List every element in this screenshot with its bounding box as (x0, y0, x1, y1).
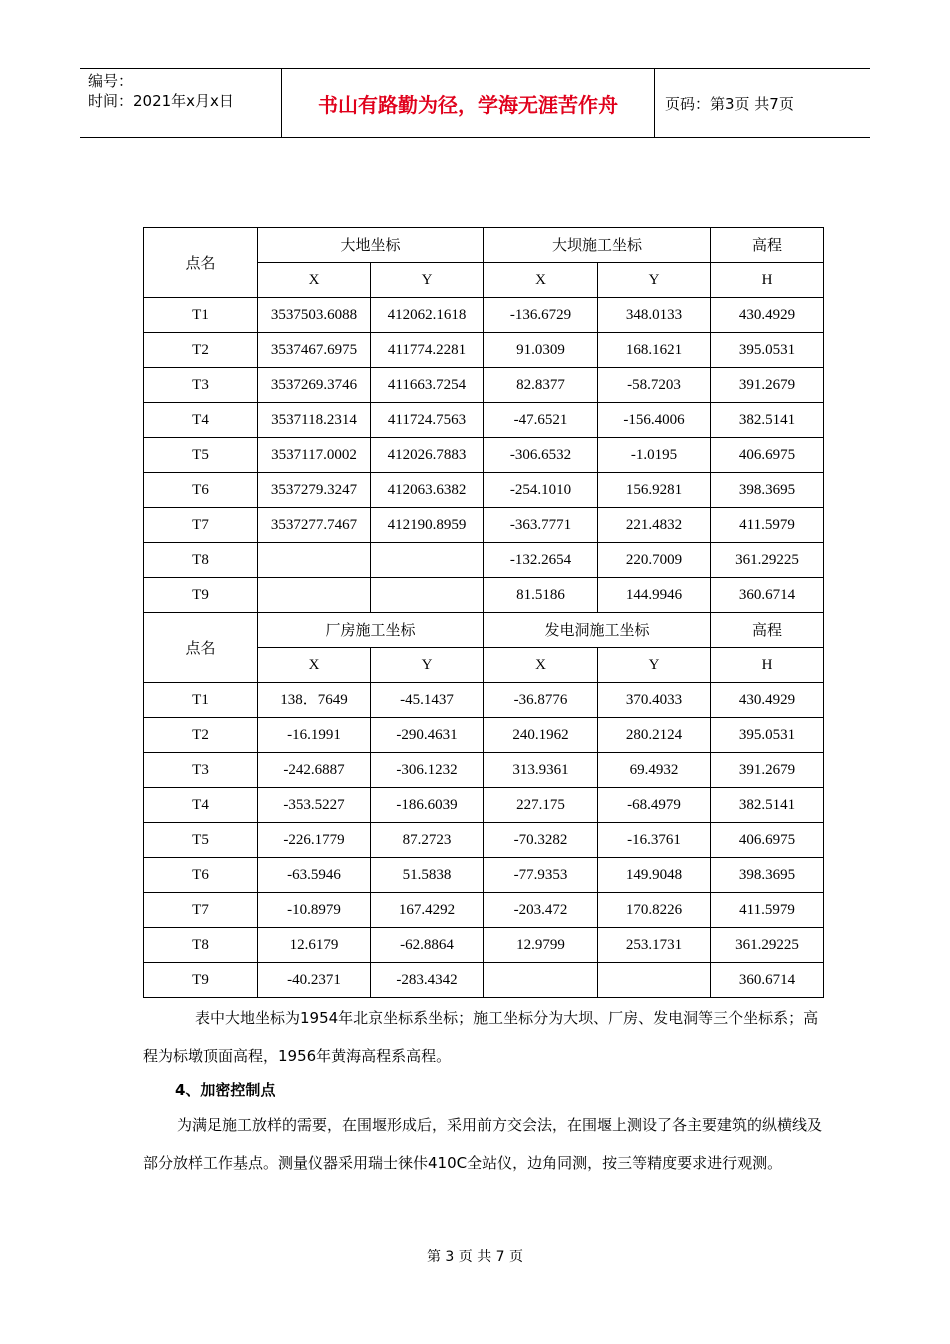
value-cell: -136.6729 (484, 298, 598, 333)
value-cell: 412026.7883 (371, 438, 484, 473)
value-cell: 395.0531 (711, 718, 824, 753)
value-cell: -203.472 (484, 893, 598, 928)
value-cell: -353.5227 (258, 788, 371, 823)
value-cell: 144.9946 (598, 578, 711, 613)
value-cell: -242.6887 (258, 753, 371, 788)
point-name-cell: T5 (144, 823, 258, 858)
value-cell: 391.2679 (711, 753, 824, 788)
point-name-cell: T6 (144, 473, 258, 508)
point-name-cell: T1 (144, 683, 258, 718)
value-cell: -254.1010 (484, 473, 598, 508)
table-row (144, 578, 824, 613)
value-cell: 167.4292 (371, 893, 484, 928)
value-cell: 360.6714 (711, 963, 824, 998)
value-cell: 406.6975 (711, 823, 824, 858)
value-cell: 360.6714 (711, 578, 824, 613)
table-row (144, 893, 824, 928)
value-cell: 168.1621 (598, 333, 711, 368)
value-cell: 12.6179 (258, 928, 371, 963)
value-cell: 382.5141 (711, 788, 824, 823)
value-cell: 3537277.7467 (258, 508, 371, 543)
value-cell: 81.5186 (484, 578, 598, 613)
value-cell: -306.1232 (371, 753, 484, 788)
value-cell: -306.6532 (484, 438, 598, 473)
value-cell: 361.29225 (711, 928, 824, 963)
value-cell: 395.0531 (711, 333, 824, 368)
value-cell: -62.8864 (371, 928, 484, 963)
point-name-cell: T8 (144, 928, 258, 963)
point-name-header: 点名 (144, 228, 258, 298)
table-header-row (144, 613, 824, 648)
value-cell: 280.2124 (598, 718, 711, 753)
page-header (80, 68, 870, 138)
table-row (144, 928, 824, 963)
elevation-header: 高程 (711, 613, 824, 648)
value-cell: -77.9353 (484, 858, 598, 893)
value-cell (484, 963, 598, 998)
value-cell: 411774.2281 (371, 333, 484, 368)
value-cell: -40.2371 (258, 963, 371, 998)
value-cell: 51.5838 (371, 858, 484, 893)
value-cell: 406.6975 (711, 438, 824, 473)
table-row (144, 823, 824, 858)
axis-header: X (258, 263, 371, 298)
value-cell: -45.1437 (371, 683, 484, 718)
value-cell: -68.4979 (598, 788, 711, 823)
value-cell: 370.4033 (598, 683, 711, 718)
value-cell: -10.8979 (258, 893, 371, 928)
value-cell: 69.4932 (598, 753, 711, 788)
table-row (144, 543, 824, 578)
value-cell: 87.2723 (371, 823, 484, 858)
value-cell: 170.8226 (598, 893, 711, 928)
point-name-cell: T2 (144, 718, 258, 753)
value-cell: -47.6521 (484, 403, 598, 438)
value-cell (258, 543, 371, 578)
value-cell: 82.8377 (484, 368, 598, 403)
value-cell: -290.4631 (371, 718, 484, 753)
value-cell: 221.4832 (598, 508, 711, 543)
page-footer: 第 3 页 共 7 页 (426, 1249, 524, 1265)
axis-header: X (258, 648, 371, 683)
axis-header: Y (598, 263, 711, 298)
table-row (144, 963, 824, 998)
value-cell: 361.29225 (711, 543, 824, 578)
axis-header: H (711, 648, 824, 683)
value-cell: -363.7771 (484, 508, 598, 543)
value-cell: -36.8776 (484, 683, 598, 718)
axis-header: H (711, 263, 824, 298)
table-row (144, 333, 824, 368)
point-name-cell: T7 (144, 508, 258, 543)
point-name-cell: T2 (144, 333, 258, 368)
value-cell: 430.4929 (711, 298, 824, 333)
point-name-cell: T4 (144, 788, 258, 823)
header-motto: 书山有路勤为径，学海无涯苦作舟 (282, 69, 655, 137)
table-row (144, 508, 824, 543)
point-name-cell: T4 (144, 403, 258, 438)
axis-header: X (484, 263, 598, 298)
value-cell: -132.2654 (484, 543, 598, 578)
point-name-cell: T1 (144, 298, 258, 333)
value-cell: 149.9048 (598, 858, 711, 893)
value-cell: 412063.6382 (371, 473, 484, 508)
value-cell: 12.9799 (484, 928, 598, 963)
coordinates-table-body (144, 228, 824, 998)
value-cell: 411.5979 (711, 508, 824, 543)
table-row (144, 368, 824, 403)
elevation-header: 高程 (711, 228, 824, 263)
value-cell: 412062.1618 (371, 298, 484, 333)
group-header: 大坝施工坐标 (484, 228, 711, 263)
value-cell: 91.0309 (484, 333, 598, 368)
coordinates-table (143, 227, 824, 998)
value-cell: 3537117.0002 (258, 438, 371, 473)
value-cell: -1.0195 (598, 438, 711, 473)
number-label: 编号： (88, 72, 134, 90)
point-name-header: 点名 (144, 613, 258, 683)
axis-header: Y (598, 648, 711, 683)
value-cell: 411.5979 (711, 893, 824, 928)
table-row (144, 858, 824, 893)
time-label: 时间：2021年x月x日 (88, 92, 234, 110)
header-meta (80, 69, 282, 137)
table-row (144, 403, 824, 438)
value-cell: 3537503.6088 (258, 298, 371, 333)
value-cell: 3537269.3746 (258, 368, 371, 403)
table-row (144, 473, 824, 508)
table-row (144, 788, 824, 823)
value-cell: -226.1779 (258, 823, 371, 858)
value-cell: 253.1731 (598, 928, 711, 963)
value-cell (371, 543, 484, 578)
value-cell: -283.4342 (371, 963, 484, 998)
section-text: 为满足施工放样的需要，在围堰形成后，采用前方交会法，在围堰上测设了各主要建筑的纵横线及部分放样工作基点。测量仪器采用瑞士徕佧410C全站仪，边角同测，按三等精度要求进行观测。 (143, 1116, 823, 1172)
table-row (144, 438, 824, 473)
point-name-cell: T8 (144, 543, 258, 578)
value-cell: -186.6039 (371, 788, 484, 823)
value-cell: -16.1991 (258, 718, 371, 753)
value-cell (598, 963, 711, 998)
point-name-cell: T3 (144, 368, 258, 403)
value-cell: -63.5946 (258, 858, 371, 893)
value-cell: 240.1962 (484, 718, 598, 753)
value-cell: 138．7649 (258, 683, 371, 718)
value-cell (258, 578, 371, 613)
point-name-cell: T9 (144, 963, 258, 998)
point-name-cell: T9 (144, 578, 258, 613)
value-cell: 411663.7254 (371, 368, 484, 403)
value-cell: 398.3695 (711, 858, 824, 893)
value-cell: -16.3761 (598, 823, 711, 858)
value-cell: 430.4929 (711, 683, 824, 718)
table-row (144, 718, 824, 753)
table-row (144, 753, 824, 788)
value-cell: 3537118.2314 (258, 403, 371, 438)
value-cell: 398.3695 (711, 473, 824, 508)
table-row (144, 683, 824, 718)
point-name-cell: T3 (144, 753, 258, 788)
value-cell: 391.2679 (711, 368, 824, 403)
value-cell: 3537467.6975 (258, 333, 371, 368)
value-cell: 411724.7563 (371, 403, 484, 438)
point-name-cell: T5 (144, 438, 258, 473)
value-cell: -70.3282 (484, 823, 598, 858)
value-cell: 227.175 (484, 788, 598, 823)
group-header: 厂房施工坐标 (258, 613, 484, 648)
axis-header: Y (371, 263, 484, 298)
point-name-cell: T7 (144, 893, 258, 928)
value-cell (371, 578, 484, 613)
value-cell: 348.0133 (598, 298, 711, 333)
section-title: 4、加密控制点 (175, 1081, 276, 1099)
header-page-label: 页码：第3页 共7页 (665, 94, 794, 113)
value-cell: 220.7009 (598, 543, 711, 578)
axis-header: X (484, 648, 598, 683)
value-cell: 382.5141 (711, 403, 824, 438)
value-cell: 156.9281 (598, 473, 711, 508)
value-cell: 3537279.3247 (258, 473, 371, 508)
value-cell: -58.7203 (598, 368, 711, 403)
table-note: 表中大地坐标为1954年北京坐标系坐标；施工坐标分为大坝、厂房、发电洞等三个坐标系；高程为标墩顶面高程，1956年黄海高程系高程。 (143, 1009, 819, 1065)
point-name-cell: T6 (144, 858, 258, 893)
table-header-row (144, 228, 824, 263)
value-cell: 313.9361 (484, 753, 598, 788)
group-header: 大地坐标 (258, 228, 484, 263)
value-cell: -156.4006 (598, 403, 711, 438)
value-cell: 412190.8959 (371, 508, 484, 543)
table-row (144, 298, 824, 333)
axis-header: Y (371, 648, 484, 683)
group-header: 发电洞施工坐标 (484, 613, 711, 648)
